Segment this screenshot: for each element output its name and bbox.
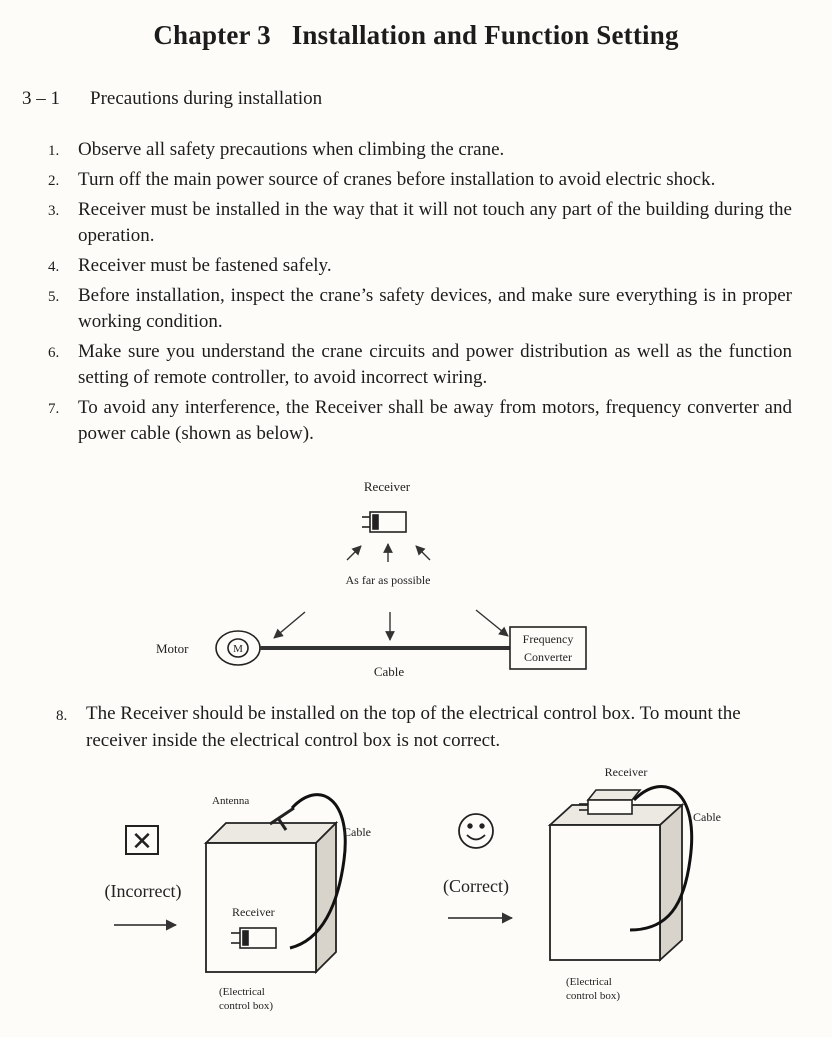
- correct-control-box: [550, 805, 682, 960]
- correct-box-label-line2: control box): [566, 990, 621, 1002]
- incorrect-label: (Incorrect): [104, 881, 182, 901]
- section-title: Precautions during installation: [90, 88, 323, 109]
- distance-arrows: [274, 610, 508, 640]
- antenna-label: Antenna: [212, 795, 250, 807]
- item-text: The Receiver should be installed on the top of the electrical control box. To mount the receiver inside the electrical control box is not correct.: [86, 703, 741, 751]
- converter-label-line1: Frequency: [522, 632, 574, 646]
- item-number: 7.: [48, 401, 60, 417]
- item-number: 6.: [48, 345, 60, 361]
- item-text: Turn off the main power source of cranes before installation to avoid electric shock.: [78, 169, 716, 190]
- incorrect-box-label-line2: control box): [219, 1000, 274, 1012]
- away-arrows: [347, 544, 430, 562]
- incorrect-control-box: [206, 823, 336, 972]
- incorrect-receiver-label: Receiver: [232, 905, 275, 919]
- top-receiver-icon: [579, 790, 640, 814]
- item-text: Make sure you understand the crane circuits and power distribution as well as the function setting of remote controller, to avoid incorrect wiring.: [78, 341, 792, 388]
- item-number: 5.: [48, 289, 60, 305]
- item-text: Observe all safety precautions when climbing the crane.: [78, 139, 505, 160]
- correct-box-label-line1: (Electrical: [566, 976, 612, 988]
- x-mark-icon: ✕: [131, 827, 153, 857]
- incorrect-box-label-line1: (Electrical: [219, 986, 265, 998]
- motor-symbol: M: [233, 643, 243, 655]
- converter-label-line2: Converter: [524, 650, 572, 664]
- item-number: 8.: [56, 708, 68, 724]
- item-number: 1.: [48, 143, 60, 159]
- item-number: 3.: [48, 203, 60, 219]
- receiver-icon: [362, 512, 406, 532]
- far-as-possible-label: As far as possible: [345, 573, 431, 587]
- cable-label: Cable: [373, 664, 405, 679]
- item-text: Receiver must be installed in the way that it will not touch any part of the building during the operation.: [78, 199, 792, 246]
- item-text: Receiver must be fastened safely.: [78, 255, 332, 276]
- section-number: 3 – 1: [22, 88, 60, 109]
- item-text: To avoid any interference, the Receiver shall be away from motors, frequency converter and power cable (shown as below).: [78, 397, 792, 444]
- motor-label: Motor: [156, 641, 189, 656]
- correct-label: (Correct): [443, 876, 509, 896]
- item-number: 4.: [48, 259, 60, 275]
- incorrect-cable-label: Cable: [343, 825, 371, 839]
- correct-cable-label: Cable: [693, 810, 721, 824]
- mounting-diagram: [105, 765, 721, 1012]
- item-text: Before installation, inspect the crane’s safety devices, and make sure everything is in proper working condition.: [78, 285, 792, 332]
- receiver-label: Receiver: [363, 479, 411, 494]
- correct-receiver-label: Receiver: [604, 765, 648, 779]
- item-number: 2.: [48, 173, 60, 189]
- smiley-icon: [459, 814, 493, 848]
- interference-diagram: [156, 479, 586, 679]
- page-title: Chapter 3 Installation and Function Setting: [153, 20, 679, 50]
